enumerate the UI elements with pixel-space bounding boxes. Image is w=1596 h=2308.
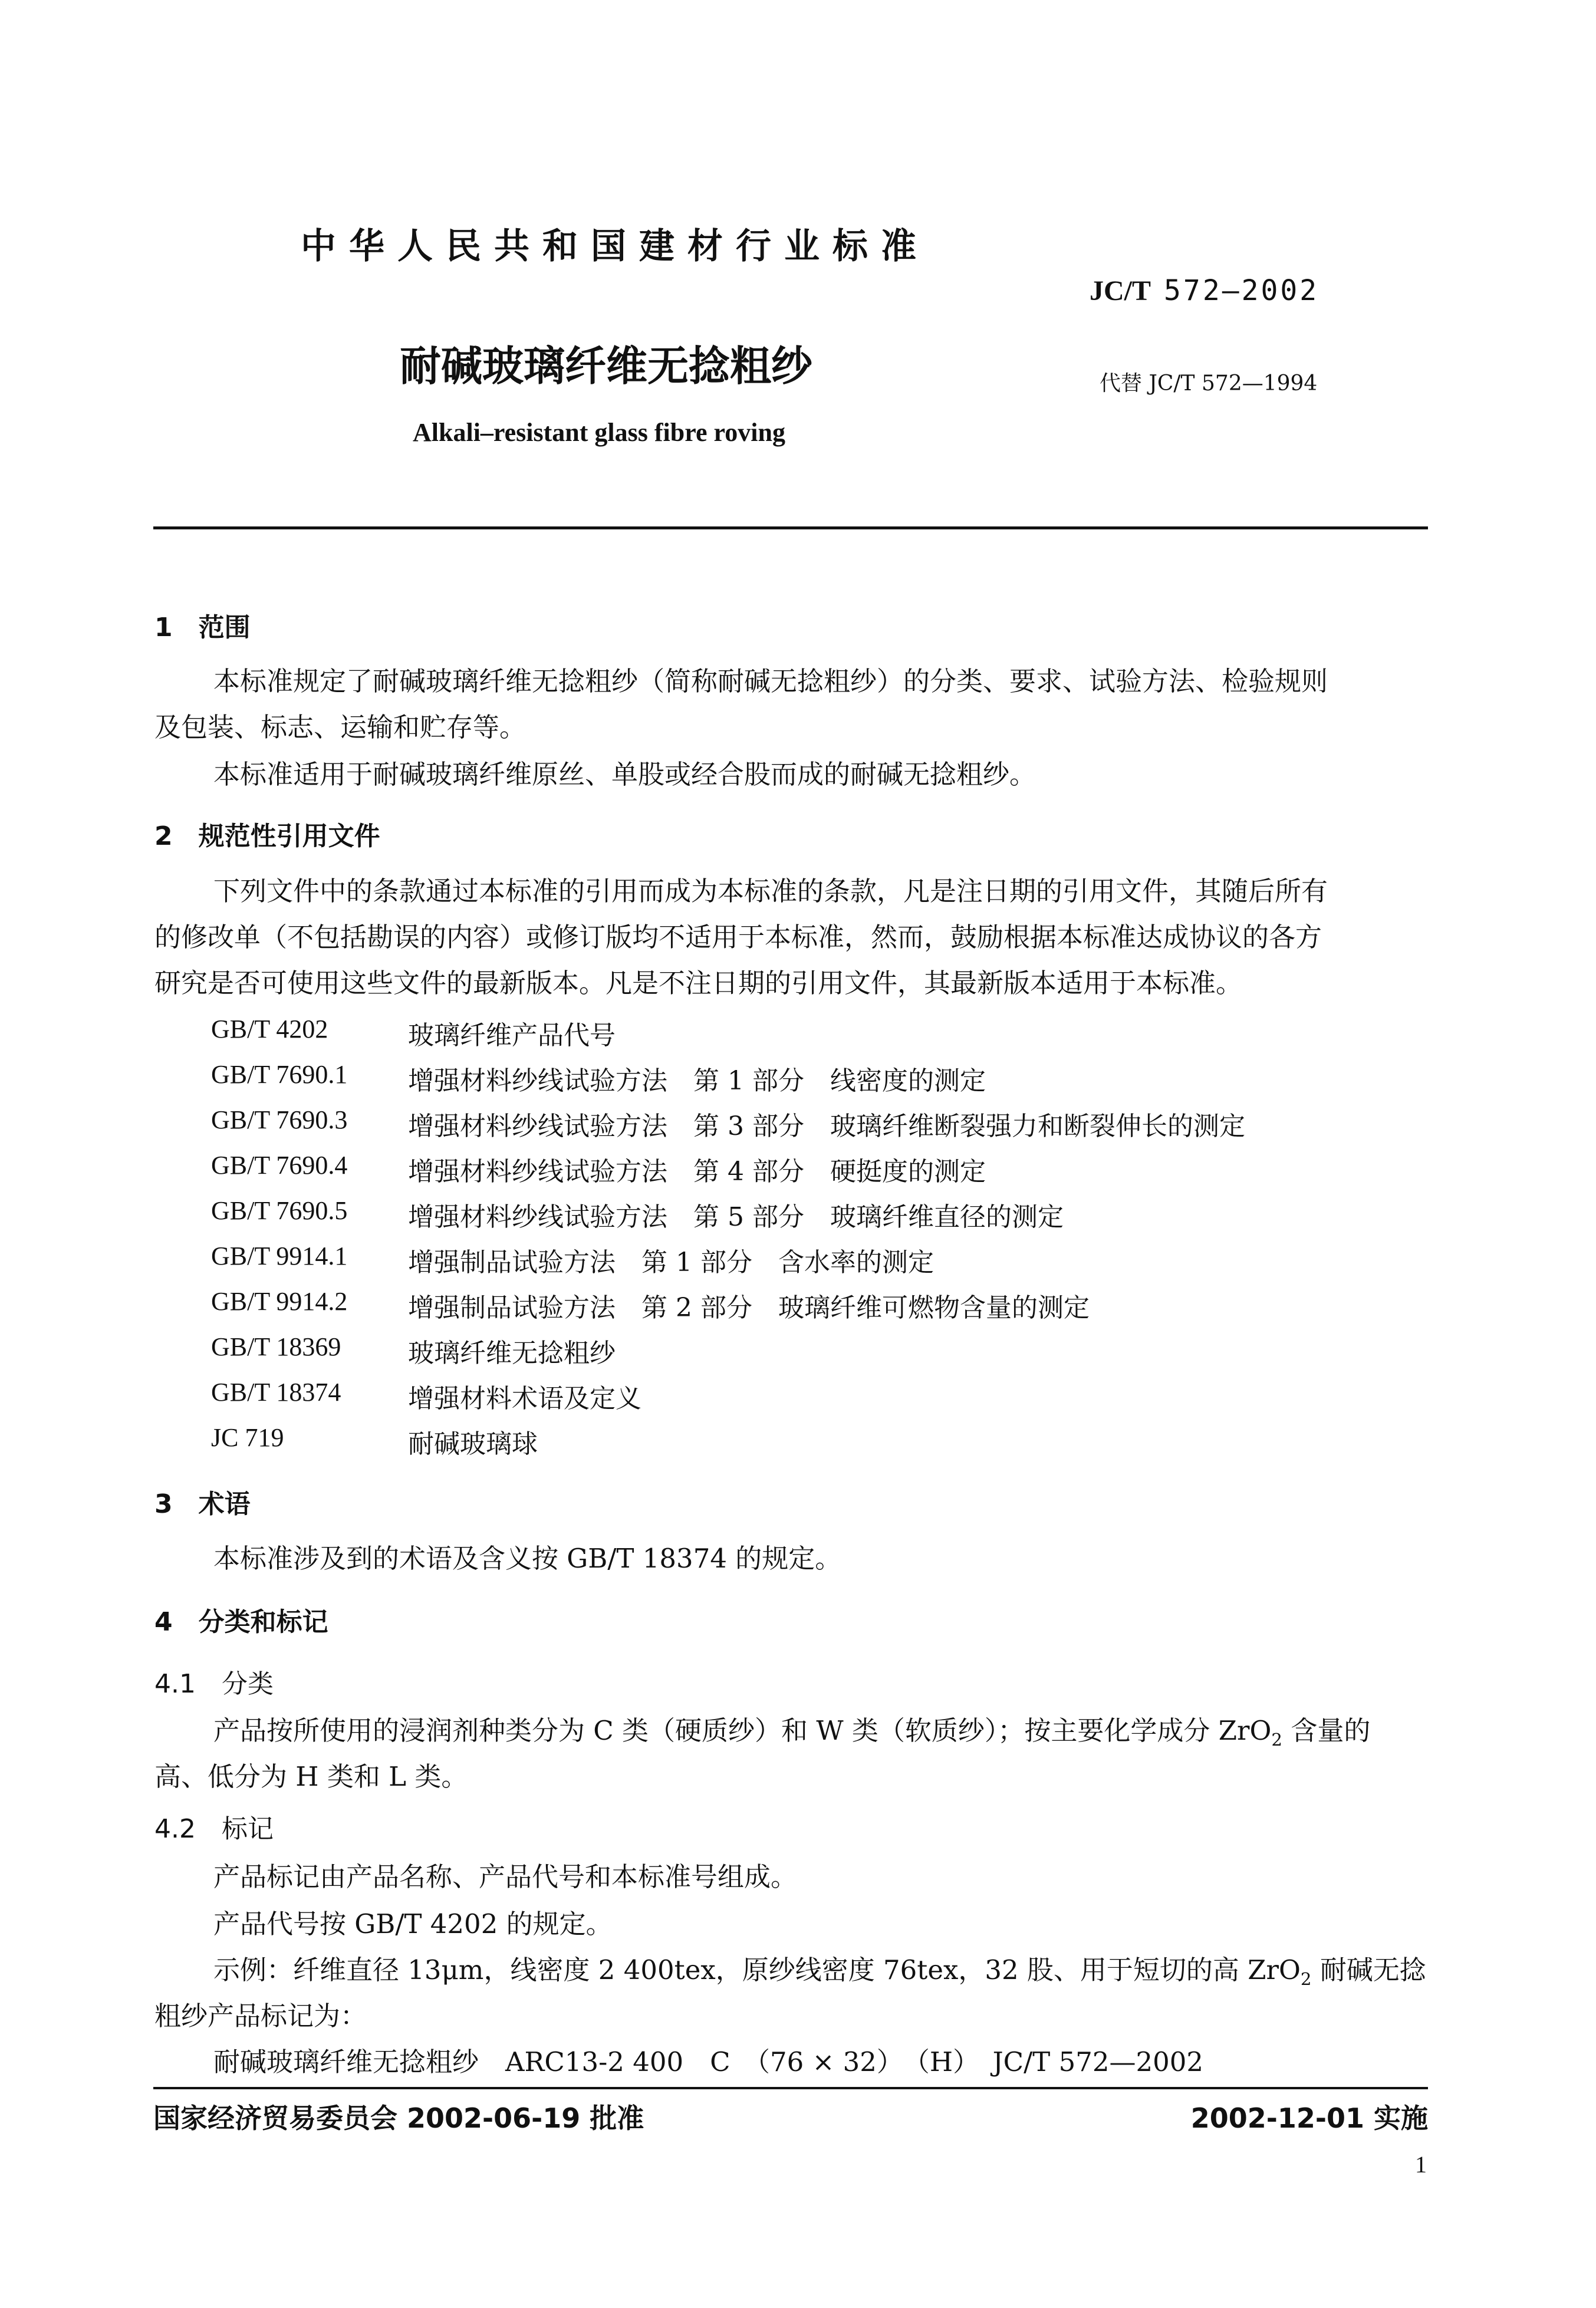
standard-number: 572—2002 [1164, 274, 1319, 307]
section-4-1-text-a: 产品按所使用的浸润剂种类分为 C 类（硬质纱）和 W 类（软质纱）；按主要化学成分 ZrO [213, 1715, 1272, 1746]
section-2-paragraph-1-cont: 的修改单（不包括勘误的内容）或修订版均不适用于本标准，然而，鼓励根据本标准达成协议的各方 [154, 921, 1322, 953]
section-2-paragraph-1: 下列文件中的条款通过本标准的引用而成为本标准的条款，凡是注日期的引用文件，其随后所有 [213, 875, 1328, 907]
reference-code: GB/T 18374 [211, 1378, 341, 1407]
section-3-paragraph: 本标准涉及到的术语及含义按 GB/T 18374 的规定。 [213, 1543, 842, 1574]
section-3-heading: 3 术语 [154, 1489, 251, 1519]
section-1-paragraph-1-cont: 及包装、标志、运输和贮存等。 [154, 712, 526, 743]
zro2-subscript: 2 [1300, 1969, 1312, 1989]
section-2-heading: 2 规范性引用文件 [154, 821, 380, 851]
reference-title: 增强材料术语及定义 [408, 1384, 641, 1414]
reference-title: 增强制品试验方法 第 1 部分 含水率的测定 [408, 1247, 934, 1278]
section-4-heading: 4 分类和标记 [154, 1607, 328, 1637]
section-4-2-paragraph-1: 产品标记由产品名称、产品代号和本标准号组成。 [213, 1861, 798, 1892]
issuing-organization: 中华人民共和国建材行业标准 [301, 226, 929, 267]
product-marking-example: 耐碱玻璃纤维无捻粗纱 ARC13-2 400 C （76 × 32） （H） JC/T 572—2002 [213, 2046, 1203, 2077]
reference-code: JC 719 [211, 1423, 284, 1452]
reference-code: GB/T 9914.2 [211, 1287, 348, 1316]
section-1-paragraph-2: 本标准适用于耐碱玻璃纤维原丝、单股或经合股而成的耐碱无捻粗纱。 [213, 759, 1036, 790]
reference-code: GB/T 7690.3 [211, 1105, 348, 1134]
section-4-2-example-cont: 粗纱产品标记为： [154, 2000, 367, 2032]
replaces-note: 代替 JC/T 572—1994 [1100, 371, 1318, 396]
reference-title: 玻璃纤维无捻粗纱 [408, 1338, 616, 1368]
document-title-cn: 耐碱玻璃纤维无捻粗纱 [400, 342, 812, 390]
reference-title: 耐碱玻璃球 [408, 1429, 538, 1459]
standard-code [1090, 274, 1319, 307]
reference-code: GB/T 7690.1 [211, 1060, 348, 1089]
section-2-paragraph-1-cont2: 研究是否可使用这些文件的最新版本。凡是不注日期的引用文件，其最新版本适用于本标准。 [154, 967, 1243, 999]
approval-line: 国家经济贸易委员会 2002-06-19 批准 [153, 2102, 644, 2134]
implementation-line: 2002-12-01 实施 [1190, 2102, 1428, 2134]
example-text-c: 耐碱无捻 [1311, 1954, 1426, 1986]
reference-title: 玻璃纤维产品代号 [408, 1020, 616, 1051]
section-4-1-text-c: 含量的 [1282, 1715, 1371, 1746]
reference-title: 增强材料纱线试验方法 第 1 部分 线密度的测定 [408, 1066, 986, 1096]
reference-title: 增强材料纱线试验方法 第 5 部分 玻璃纤维直径的测定 [408, 1202, 1064, 1232]
section-4-1-paragraph-cont: 高、低分为 H 类和 L 类。 [154, 1761, 468, 1792]
document-title-en: Alkali–resistant glass fibre roving [413, 418, 785, 447]
zro2-subscript: 2 [1271, 1730, 1283, 1750]
section-4-2-example [213, 1948, 1426, 2001]
example-text-a: 示例：纤维直径 13μm，线密度 2 400tex，原纱线密度 76tex，32 股、用于短切的高 ZrO [213, 1954, 1301, 1986]
footer-rule [153, 2087, 1428, 2089]
reference-title: 增强材料纱线试验方法 第 3 部分 玻璃纤维断裂强力和断裂伸长的测定 [408, 1111, 1245, 1141]
reference-code: GB/T 4202 [211, 1015, 328, 1043]
reference-code: GB/T 7690.5 [211, 1196, 348, 1225]
section-4-1-heading: 4.1 分类 [154, 1669, 274, 1699]
section-4-2-heading: 4.2 标记 [154, 1814, 274, 1844]
section-4-2-paragraph-2: 产品代号按 GB/T 4202 的规定。 [213, 1908, 613, 1940]
reference-title: 增强制品试验方法 第 2 部分 玻璃纤维可燃物含量的测定 [408, 1293, 1090, 1323]
section-1-paragraph-1: 本标准规定了耐碱玻璃纤维无捻粗纱（简称耐碱无捻粗纱）的分类、要求、试验方法、检验规则 [213, 666, 1328, 697]
reference-code: GB/T 7690.4 [211, 1151, 348, 1180]
page-number: 1 [1415, 2151, 1427, 2178]
reference-title: 增强材料纱线试验方法 第 4 部分 硬挺度的测定 [408, 1157, 986, 1187]
reference-code: GB/T 18369 [211, 1332, 341, 1361]
reference-code: GB/T 9914.1 [211, 1242, 348, 1270]
standard-prefix: JC/T [1090, 275, 1151, 307]
header-rule [153, 526, 1428, 529]
section-1-heading: 1 范围 [154, 613, 251, 643]
